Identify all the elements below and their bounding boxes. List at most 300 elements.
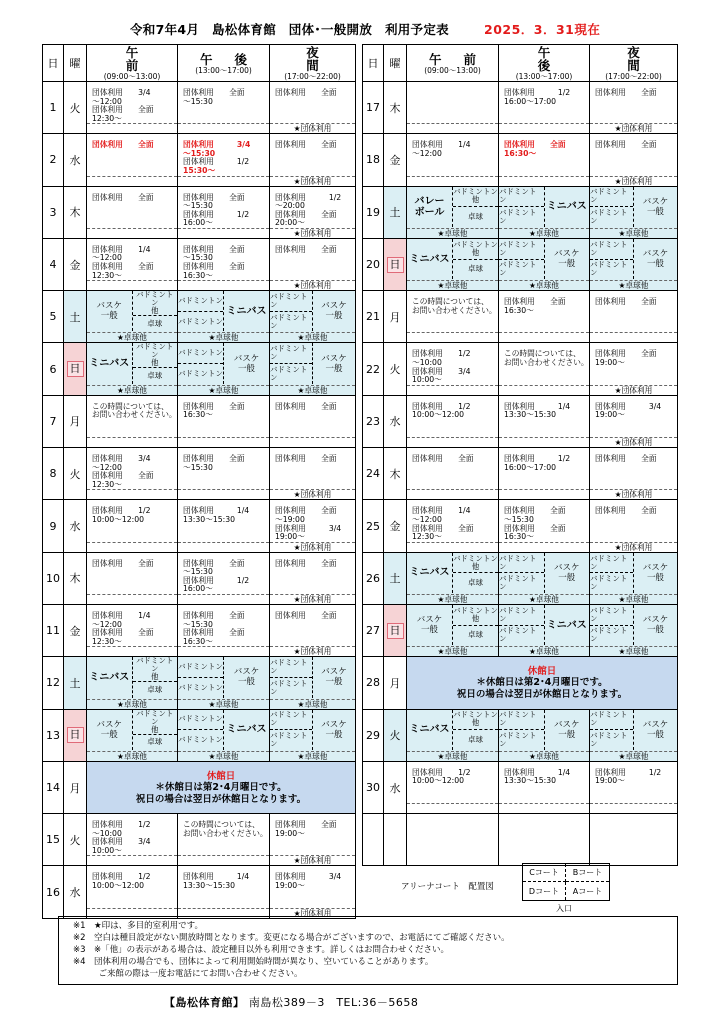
- badminton-stack: [499, 605, 545, 645]
- slot-line: 団体利用 1/2: [92, 506, 151, 516]
- badminton-stack: [270, 291, 313, 331]
- basuke-ippan-l2: 一般: [646, 625, 664, 636]
- slot-am: [407, 761, 499, 813]
- basuke-ippan: [545, 553, 590, 593]
- day-number-text: 18: [366, 153, 380, 167]
- badminton-label: バドミントン: [136, 708, 174, 726]
- slot-line: ～12:00: [92, 619, 122, 629]
- basuke-ippan-l1: バスケ: [553, 249, 580, 260]
- slot-am: [87, 238, 178, 290]
- slot-line: 団体利用 3/4: [595, 401, 662, 411]
- badminton-hoka: [133, 291, 178, 316]
- slot-line: 団体利用 全面: [92, 558, 154, 568]
- multipurpose-room-mark: ★卓球他: [270, 751, 355, 761]
- badminton-stack-top-label: バドミントン: [590, 710, 628, 728]
- takkyu-cell: [453, 573, 498, 593]
- multipurpose-room-mark: ★卓球他: [407, 646, 498, 656]
- takkyu-label: 卓球: [468, 212, 483, 222]
- slot-ev: [270, 82, 356, 134]
- day-of-week-text: 火: [389, 729, 401, 743]
- blank-cell: [499, 814, 590, 866]
- day-row: [363, 134, 678, 186]
- header-ev: [270, 45, 356, 82]
- badminton-stack: [590, 187, 634, 227]
- badminton-stack-bottom: [499, 207, 544, 227]
- slot-am: [407, 709, 499, 761]
- day-of-week: [384, 186, 407, 238]
- hoka-label: 他: [471, 561, 480, 571]
- badminton-stack-bottom: [590, 207, 633, 227]
- multipurpose-room-mark: ★卓球他: [270, 332, 355, 342]
- multipurpose-room-mark: ★団体利用: [270, 855, 355, 865]
- slot-am: [407, 186, 499, 238]
- multipurpose-room-line: [178, 123, 269, 133]
- header-pm: [178, 45, 270, 82]
- multipurpose-room-mark: ★卓球他: [87, 332, 177, 342]
- badminton-stack-bottom-label: バドミントン: [178, 682, 223, 692]
- multipurpose-room-line: [178, 176, 269, 186]
- sport-block: [87, 291, 177, 331]
- badminton-takkyu-stack: [452, 187, 498, 227]
- badminton-stack-bottom-label: バドミントン: [499, 731, 537, 749]
- day-of-week: [384, 657, 407, 709]
- notes-box: [58, 916, 678, 985]
- slot-am: [87, 343, 178, 395]
- sport-block: [178, 710, 269, 750]
- multipurpose-room-line: [178, 542, 269, 552]
- multipurpose-room-line: [407, 123, 498, 133]
- header-pm-time: (13:00～17:00): [195, 65, 252, 75]
- slot-line: 19:00～: [275, 828, 305, 838]
- sport-block: [590, 239, 677, 279]
- badminton-hoka: [453, 605, 498, 626]
- slot-line: ～12:00: [412, 148, 442, 158]
- slot-line: 団体利用 全面: [183, 610, 245, 620]
- slot-ev: [590, 604, 678, 656]
- day-number-text: 22: [366, 362, 380, 376]
- multipurpose-room-line: [178, 280, 269, 290]
- badminton-stack-top-label: バドミントン: [270, 344, 308, 362]
- day-of-week: [64, 238, 87, 290]
- slot-pm: [499, 134, 590, 186]
- day-of-week-text: 月: [69, 415, 81, 429]
- slot-pm: [499, 709, 590, 761]
- slot-line: 12:30～: [92, 636, 122, 646]
- slot-pm: [178, 552, 270, 604]
- hoka-label: 他: [151, 306, 159, 316]
- slot-line: 団体利用 1/4: [412, 140, 471, 150]
- slot-line: 団体利用 全面: [275, 88, 337, 97]
- note-4: ※4 団体利用の場合でも、団体によって利用開始時間が異なり、空いていることがあります。: [73, 957, 434, 967]
- slot-pm: [178, 866, 270, 918]
- slot-pm: [178, 134, 270, 186]
- slot-am-text: [90, 194, 174, 203]
- slot-am-text: [90, 612, 174, 646]
- slot-line: 13:30～15:30: [504, 410, 556, 420]
- day-of-week-text: 木: [389, 101, 401, 115]
- slot-ev-text: [273, 612, 352, 621]
- basuke-ippan: [87, 291, 132, 331]
- multipurpose-room-mark: ★団体利用: [270, 228, 355, 238]
- slot-am: [87, 500, 178, 552]
- slot-ev-text: [273, 89, 352, 98]
- slot-am: [407, 343, 499, 395]
- slot-line: 団体利用 3/4: [412, 366, 471, 376]
- slot-line: 19:00～: [595, 358, 625, 368]
- slot-line: 団体利用 全面: [92, 192, 154, 202]
- basuke-ippan: [634, 605, 677, 645]
- slot-am: [87, 82, 178, 134]
- multipurpose-room-mark: ★団体利用: [270, 594, 355, 604]
- takkyu-label: 卓球: [468, 578, 483, 588]
- day-number-text: 26: [366, 571, 380, 585]
- closed-rule: ＊休館日は第2･4月曜日です。: [476, 677, 608, 689]
- badminton-hoka: [453, 187, 498, 208]
- day-number-text: 19: [366, 205, 380, 219]
- day-of-week-text: 土: [69, 310, 81, 324]
- badminton-stack-top: [499, 553, 544, 574]
- multipurpose-room-mark: ★卓球他: [178, 751, 269, 761]
- slot-pm-text: [181, 246, 266, 280]
- header-ev-time: (17:00～22:00): [605, 72, 662, 81]
- day-row: [43, 134, 356, 186]
- sport-block: [270, 657, 355, 697]
- slot-line: 団体利用 1/4: [92, 244, 151, 254]
- basuke-ippan-l1: バスケ: [321, 353, 347, 364]
- slot-ev: [270, 291, 356, 343]
- slot-am-text: [90, 873, 174, 890]
- multipurpose-room-mark: ★卓球他: [407, 228, 498, 238]
- slot-am: [407, 395, 499, 447]
- slot-pm: [499, 761, 590, 813]
- day-number: [363, 82, 384, 134]
- page-title: 令和7年4月 島松体育館 団体･一般開放 利用予定表: [130, 22, 449, 37]
- slot-line: ～15:30: [183, 201, 213, 211]
- slot-line: 団体利用 全面: [183, 88, 245, 97]
- takkyu-label: 卓球: [468, 630, 483, 640]
- multipurpose-room-mark: ★卓球他: [87, 751, 177, 761]
- slot-line: この時間については、: [412, 297, 489, 307]
- slot-ev: [590, 448, 678, 500]
- hoka-label: 他: [471, 247, 480, 257]
- slot-line: ～20:00: [275, 201, 305, 211]
- slot-pm: [178, 500, 270, 552]
- day-of-week: [384, 395, 407, 447]
- multipurpose-room-mark: ★卓球他: [590, 228, 677, 238]
- header-day-label: 日: [367, 57, 379, 70]
- slot-line: 13:30～15:30: [183, 881, 235, 891]
- slot-pm: [178, 291, 270, 343]
- badminton-label: バドミントン: [453, 553, 498, 563]
- badminton-hoka: [133, 710, 178, 735]
- header-am-time: (09:00～13:00): [103, 72, 161, 81]
- arena-court-diagram: [522, 863, 610, 901]
- day-number-text: 14: [46, 781, 60, 794]
- day-number-text: 5: [49, 310, 57, 324]
- slot-line: 10:00～12:00: [412, 410, 464, 420]
- slot-line: ～15:30: [183, 462, 213, 472]
- basuke-ippan: [224, 657, 269, 697]
- slot-line: 団体利用 1/4: [504, 401, 571, 411]
- day-row: [43, 291, 356, 343]
- slot-ev-text: [273, 455, 352, 464]
- sport-block: [499, 605, 589, 645]
- multipurpose-room-line: [499, 176, 589, 186]
- day-number: [363, 657, 384, 709]
- day-of-week: [384, 604, 407, 656]
- slot-line: 10:00～12:00: [92, 881, 144, 891]
- day-of-week-text: 木: [69, 572, 81, 586]
- slot-am: [87, 709, 178, 761]
- sport-block: [590, 553, 677, 593]
- day-of-week-text: 火: [69, 101, 81, 115]
- multipurpose-room-line: [178, 855, 269, 865]
- day-number-text: 15: [46, 833, 60, 847]
- slot-line: この時間については、: [183, 820, 260, 830]
- day-number: [43, 291, 64, 343]
- slot-line: 団体利用 全面: [275, 454, 337, 464]
- slot-am: [87, 552, 178, 604]
- badminton-stack: [270, 710, 313, 750]
- badminton-stack-bottom: [499, 626, 544, 646]
- day-of-week: [64, 395, 87, 447]
- badminton-stack-bottom-label: バドミントン: [590, 574, 628, 592]
- multipurpose-room-line: [499, 489, 589, 499]
- takkyu-label: 卓球: [147, 737, 163, 747]
- day-number: [363, 552, 384, 604]
- sport-block: [590, 710, 677, 750]
- slot-ev: [270, 866, 356, 918]
- badminton-stack-bottom: [590, 730, 633, 750]
- slot-ev-text: [273, 507, 352, 541]
- badminton-takkyu-stack: [452, 605, 498, 645]
- badminton-stack-top: [590, 553, 633, 574]
- slot-line: 団体利用 3/4: [92, 837, 151, 847]
- slot-pm-text: [181, 403, 266, 420]
- badminton-label: バドミントン: [453, 710, 498, 720]
- badminton-stack-bottom-label: バドミントン: [499, 574, 537, 592]
- day-of-week: [64, 761, 87, 813]
- basuke-ippan-l1: バスケ: [321, 667, 347, 678]
- badminton-stack-bottom: [270, 364, 312, 384]
- slot-line: ～12:00: [92, 96, 122, 106]
- day-number: [43, 395, 64, 447]
- header-day: [363, 45, 384, 82]
- day-number-text: 29: [366, 728, 380, 742]
- basuke-ippan-l1: バスケ: [416, 615, 443, 626]
- slot-am-text: [410, 141, 495, 158]
- header-ev-time: (17:00～22:00): [284, 72, 341, 81]
- day-row: [43, 552, 356, 604]
- slot-line: 16:00～17:00: [504, 462, 556, 472]
- slot-ev: [270, 134, 356, 186]
- slot-line: 団体利用 全面: [595, 297, 657, 307]
- basuke-ippan: [634, 710, 677, 750]
- minibasu-label: ミニバス: [409, 253, 450, 265]
- day-of-week: [384, 552, 407, 604]
- slot-line: 19:00～: [595, 776, 625, 786]
- slot-line: ～15:30: [183, 253, 213, 263]
- basuke-ippan-l1: バスケ: [553, 562, 580, 573]
- badminton-takkyu-stack: [452, 710, 498, 750]
- sport-block: [499, 710, 589, 750]
- arena-layout-label: アリーナコート 配置図: [401, 882, 494, 892]
- slot-line: 団体利用 全面: [504, 140, 566, 150]
- header-day-label: 日: [47, 57, 59, 70]
- day-of-week-text: 日: [67, 361, 84, 377]
- slot-am: [87, 186, 178, 238]
- slot-ev: [590, 500, 678, 552]
- badminton-stack-top: [590, 710, 633, 731]
- multipurpose-room-mark: ★団体利用: [590, 542, 677, 552]
- multipurpose-room-line: [407, 803, 498, 813]
- day-number: [363, 134, 384, 186]
- day-number: [43, 134, 64, 186]
- slot-ev-text: [273, 821, 352, 838]
- multipurpose-room-line: [87, 437, 177, 447]
- day-row: [363, 291, 678, 343]
- closed-cell: [407, 657, 678, 709]
- day-of-week-text: 水: [389, 781, 401, 795]
- slot-am: [407, 238, 499, 290]
- takkyu-cell: [453, 207, 498, 227]
- day-row: [363, 761, 678, 813]
- basuke-ippan-l2: 一般: [325, 729, 343, 740]
- takkyu-label: 卓球: [147, 371, 163, 381]
- header-pm-time: (13:00～17:00): [515, 72, 573, 81]
- slot-line: 16:30～: [183, 636, 213, 646]
- slot-line: 団体利用 全面: [595, 140, 657, 150]
- header-ev: [590, 45, 678, 82]
- multipurpose-room-mark: ★卓球他: [178, 385, 269, 395]
- header-am: [87, 45, 178, 82]
- day-number: [363, 395, 384, 447]
- badminton-takkyu-stack: [132, 657, 178, 697]
- slot-line: ～15:30: [504, 514, 534, 524]
- basuke-ippan: [313, 657, 355, 697]
- sport-block: [87, 657, 177, 697]
- basuke-ippan: [313, 291, 355, 331]
- blank-cell: [590, 814, 678, 866]
- badminton-stack: [270, 657, 313, 697]
- header-row: [363, 45, 678, 82]
- day-number-text: 9: [49, 519, 57, 533]
- badminton-stack-top-label: バドミントン: [178, 296, 223, 306]
- multipurpose-room-mark: ★団体利用: [270, 542, 355, 552]
- basuke-ippan-l2: 一般: [646, 572, 664, 583]
- badminton-hoka: [133, 343, 178, 368]
- multipurpose-room-mark: ★卓球他: [178, 332, 269, 342]
- slot-pm: [178, 604, 270, 656]
- slot-ev-text: [273, 246, 352, 255]
- badminton-stack-top-label: バドミントン: [499, 553, 537, 571]
- day-number: [43, 866, 64, 918]
- slot-am-text: [410, 350, 495, 384]
- slot-line: 20:00～: [275, 218, 305, 228]
- badminton-stack-top-label: バドミントン: [499, 239, 537, 257]
- day-of-week: [64, 82, 87, 134]
- badminton-stack-top-label: バドミントン: [590, 187, 628, 205]
- badminton-stack: [590, 239, 634, 279]
- badminton-stack-bottom: [178, 364, 223, 384]
- volleyball-label-l2: ボール: [414, 206, 445, 218]
- badminton-stack-bottom-label: バドミントン: [178, 316, 223, 326]
- header-am-label: 午前: [125, 45, 161, 73]
- slot-pm-text: [181, 612, 266, 646]
- slot-line: ～15:30: [183, 96, 213, 106]
- slot-ev-text: [593, 403, 674, 420]
- header-am-time: (09:00～13:00): [424, 65, 481, 75]
- day-of-week: [64, 604, 87, 656]
- badminton-stack-bottom-label: バドミントン: [590, 208, 628, 226]
- takkyu-cell: [453, 260, 498, 280]
- slot-line: 12:30～: [92, 113, 122, 123]
- multipurpose-room-line: [178, 594, 269, 604]
- takkyu-cell: [133, 316, 178, 331]
- slot-pm-text: [502, 349, 589, 368]
- day-of-week-text: 火: [69, 467, 81, 481]
- day-of-week-text: 木: [389, 467, 401, 481]
- day-number-text: 1: [49, 101, 57, 115]
- day-of-week-text: 土: [389, 572, 401, 586]
- day-number: [43, 500, 64, 552]
- slot-line: 団体利用 1/2: [504, 88, 571, 97]
- badminton-stack-top: [590, 187, 633, 208]
- sport-block: [270, 291, 355, 331]
- slot-line: 団体利用 全面: [504, 506, 566, 516]
- closed-holiday: 祝日の場合は翌日が休館日となります。: [456, 689, 628, 701]
- badminton-stack-top: [499, 605, 544, 626]
- day-of-week-text: 火: [389, 363, 401, 377]
- slot-pm-text: [502, 403, 586, 420]
- multipurpose-room-line: [407, 385, 498, 395]
- day-of-week: [64, 500, 87, 552]
- slot-line: 15:30～: [183, 166, 216, 176]
- slot-line: 12:30～: [92, 270, 122, 280]
- multipurpose-room-line: [590, 332, 677, 342]
- day-number: [363, 186, 384, 238]
- slot-line: 16:00～: [183, 584, 213, 594]
- slot-line: ～12:00: [92, 462, 122, 472]
- day-of-week: [64, 448, 87, 500]
- sport-block: [178, 291, 269, 331]
- badminton-stack-top: [499, 710, 544, 731]
- basuke-ippan: [313, 343, 355, 383]
- header-dow-label: 曜: [69, 57, 81, 70]
- slot-line: 団体利用 1/2: [183, 157, 250, 167]
- sport-block: [87, 343, 177, 383]
- slot-line: 団体利用 全面: [183, 628, 245, 638]
- badminton-stack-top-label: バドミントン: [270, 658, 308, 676]
- day-number-text: 21: [366, 310, 380, 324]
- header-row: [43, 45, 356, 82]
- volleyball-label: [407, 187, 452, 227]
- day-number: [363, 343, 384, 395]
- badminton-takkyu-stack: [132, 710, 178, 750]
- multipurpose-room-mark: ★団体利用: [270, 123, 355, 133]
- slot-pm-text: [181, 873, 266, 890]
- sport-block: [178, 343, 269, 383]
- day-row: [43, 604, 356, 656]
- slot-pm: [178, 186, 270, 238]
- day-row: [363, 604, 678, 656]
- day-number-text: 4: [49, 258, 57, 272]
- multipurpose-room-line: [87, 542, 177, 552]
- slot-pm: [499, 552, 590, 604]
- day-number: [363, 291, 384, 343]
- slot-am-text: [90, 821, 174, 855]
- day-of-week: [64, 814, 87, 866]
